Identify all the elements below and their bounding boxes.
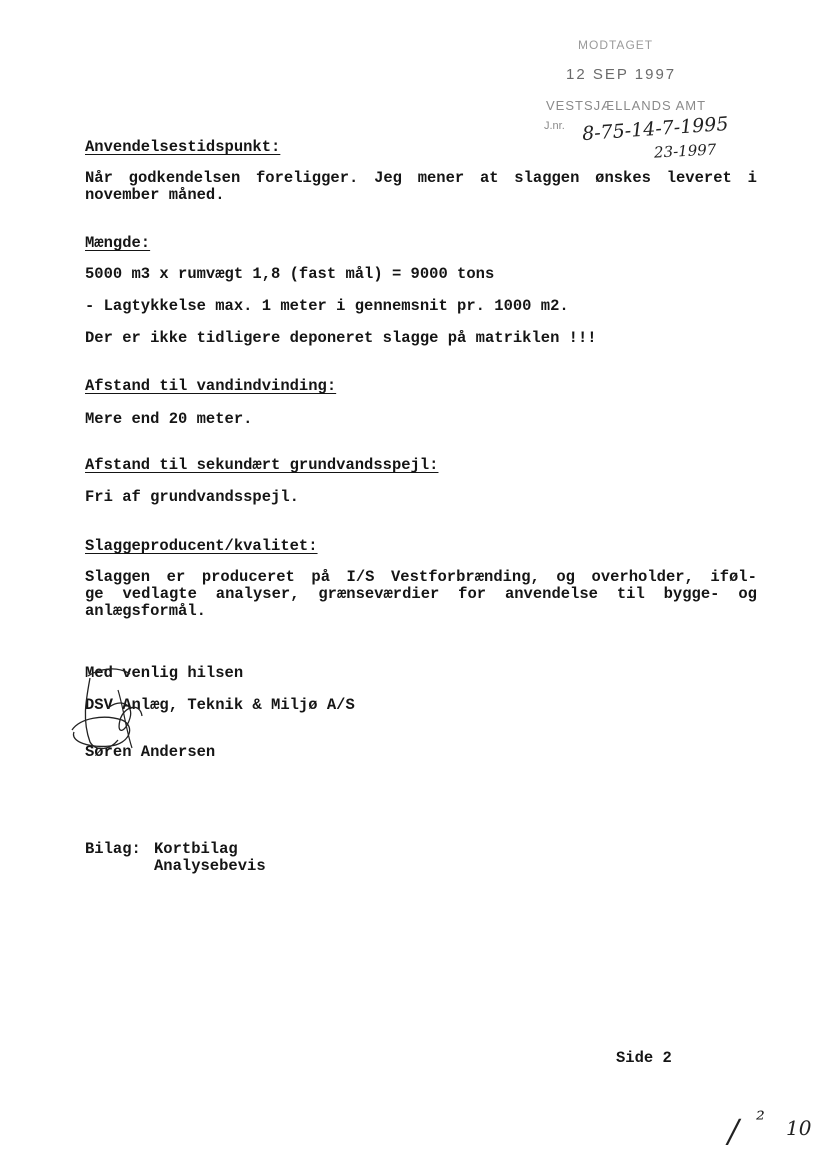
producer-word: analyser, xyxy=(215,585,300,603)
usage-time-line-1 xyxy=(85,170,757,187)
producer-word: produceret xyxy=(201,568,295,586)
quantity-heading: Mængde: xyxy=(85,234,151,252)
closing-greeting: Med venlig hilsen xyxy=(85,664,244,682)
producer-word: I/S xyxy=(346,568,375,586)
usage-time-line-2: november måned. xyxy=(85,186,225,204)
producer-word: vedlagte xyxy=(122,585,197,603)
producer-word: på xyxy=(311,568,330,586)
stamp-received: MODTAGET xyxy=(578,38,654,52)
usage-time-word: godkendelsen xyxy=(128,169,241,187)
handwritten-page-mark-slash: / xyxy=(728,1112,739,1150)
producer-word: anvendelse xyxy=(504,585,598,603)
usage-time-word: Jeg xyxy=(374,169,402,187)
producer-heading: Slaggeproducent/kvalitet: xyxy=(85,537,318,555)
quantity-no-previous-deposit: Der er ikke tidligere deponeret slagge på matriklen !!! xyxy=(85,329,597,347)
usage-time-word: slaggen xyxy=(514,169,580,187)
stamp-journal-prefix: J.nr. xyxy=(544,120,565,132)
producer-line-2 xyxy=(85,586,757,603)
producer-word: er xyxy=(166,568,186,586)
producer-line-1 xyxy=(85,569,757,586)
handwritten-journal-number: 8-75-14-7-1995 xyxy=(581,112,730,146)
usage-time-word: leveret xyxy=(666,169,732,187)
page-number: Side 2 xyxy=(616,1049,672,1067)
quantity-layer-thickness: - Lagtykkelse max. 1 meter i gennemsnit pr. 1000 m2. xyxy=(85,297,569,315)
producer-word: bygge- xyxy=(663,585,720,603)
producer-line-3: anlægsformål. xyxy=(85,602,206,620)
producer-text xyxy=(85,569,757,620)
producer-word: og xyxy=(738,585,757,603)
producer-word: ge xyxy=(85,585,104,603)
usage-time-word: ønskes xyxy=(595,169,651,187)
groundwater-text: Fri af grundvandsspejl. xyxy=(85,488,299,506)
groundwater-heading: Afstand til sekundært grundvandsspejl: xyxy=(85,456,439,474)
water-extraction-heading: Afstand til vandindvinding: xyxy=(85,377,337,395)
producer-word: grænseværdier xyxy=(318,585,440,603)
usage-time-word: i xyxy=(747,169,757,187)
producer-word: til xyxy=(616,585,645,603)
stamp-authority: VESTSJÆLLANDS AMT xyxy=(546,98,707,113)
usage-time-word: at xyxy=(479,169,499,187)
stamp-date: 12 SEP 1997 xyxy=(566,66,677,83)
usage-time-word: foreligger. xyxy=(256,169,359,187)
attachment-map: Kortbilag xyxy=(154,840,238,858)
producer-word: Slaggen xyxy=(85,568,151,586)
usage-time-word: Når xyxy=(85,169,113,187)
attachments-label: Bilag: xyxy=(85,840,141,858)
handwritten-page-mark-number: 10 xyxy=(786,1116,812,1140)
producer-word: overholder, xyxy=(591,568,694,586)
signature-scribble xyxy=(60,660,170,770)
closing-signer: Søren Andersen xyxy=(85,743,216,761)
usage-time-word: mener xyxy=(417,169,465,187)
producer-word: for xyxy=(458,585,487,603)
producer-word: og xyxy=(556,568,575,586)
attachment-analysis: Analysebevis xyxy=(154,857,266,875)
producer-word: iføl- xyxy=(710,568,757,586)
usage-time-heading: Anvendelsestidspunkt: xyxy=(85,138,281,156)
producer-word: Vestforbrænding, xyxy=(391,568,540,586)
usage-time-text xyxy=(85,170,757,204)
water-extraction-text: Mere end 20 meter. xyxy=(85,410,253,428)
closing-company: DSV Anlæg, Teknik & Miljø A/S xyxy=(85,696,355,714)
handwritten-date-note: 23-1997 xyxy=(653,140,717,162)
quantity-volume: 5000 m3 x rumvægt 1,8 (fast mål) = 9000 tons xyxy=(85,265,495,283)
handwritten-page-mark-small: ² xyxy=(756,1108,765,1133)
